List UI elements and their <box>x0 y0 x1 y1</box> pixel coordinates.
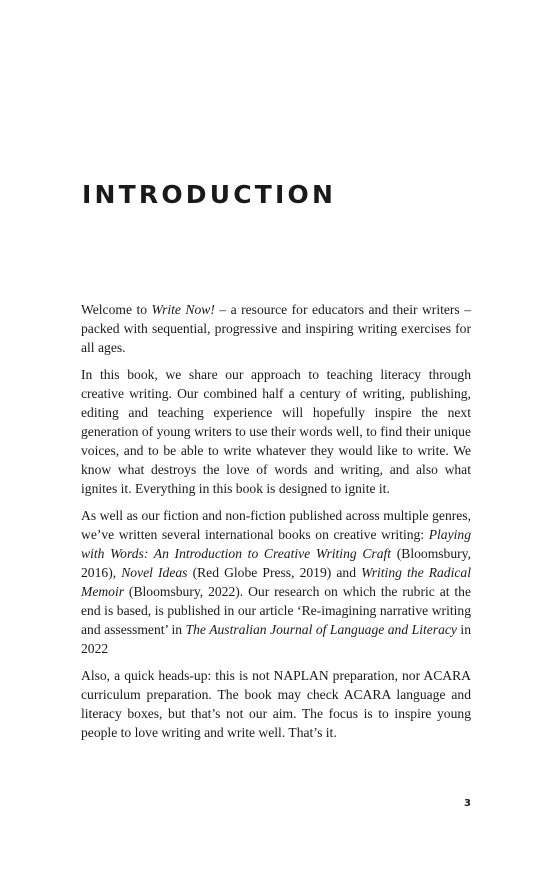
book-title-italic: Write Now! <box>151 302 215 317</box>
body-text <box>81 300 471 750</box>
paragraph <box>81 300 471 357</box>
text-run: (Bloomsbury, 2016), <box>81 546 471 580</box>
text-run: in 2022 <box>81 622 471 656</box>
text-run: – a resource for educators and their writers – packed with sequential, progressive and inspiring writing exercises for all ages. <box>81 302 471 355</box>
journal-title-italic: The Australian Journal of Language and Literacy <box>185 622 457 637</box>
text-run: Also, a quick heads-up: this is not NAPLAN preparation, nor ACARA curriculum preparation. The book may check ACARA language and literacy boxes, but that’s not our aim. The focus is to inspire young people to love writing and write well. That’s it. <box>81 668 471 740</box>
book-title-italic: Writing the Radical Memoir <box>81 565 471 599</box>
chapter-title: INTRODUCTION <box>82 180 337 209</box>
paragraph <box>81 506 471 658</box>
text-run: (Red Globe Press, 2019) and <box>187 565 362 580</box>
text-run: Welcome to <box>81 302 152 317</box>
book-title-italic: Playing with Words: An Introduction to Creative Writing Craft <box>81 527 471 561</box>
text-run: In this book, we share our approach to teaching literacy through creative writing. Our combined half a century of writing, publishing, editing and teaching experience will hopefully inspire the next generation of young writers to use their words well, to find their unique voices, and to be able to write whatever they would like to write. We know what destroys the love of words and writing, and also what ignites it. Everything in this book is designed to ignite it. <box>81 367 471 496</box>
text-run: (Bloomsbury, 2022). Our research on which the rubric at the end is based, is published in our article ‘Re-imagining narrative writing and assessment’ in <box>81 584 471 637</box>
page-number: 3 <box>464 798 471 809</box>
book-title-italic: Novel Ideas <box>121 565 188 580</box>
text-run: As well as our fiction and non-fiction published across multiple genres, we’ve written several international books on creative writing: <box>81 508 471 542</box>
paragraph <box>81 666 471 742</box>
paragraph <box>81 365 471 498</box>
